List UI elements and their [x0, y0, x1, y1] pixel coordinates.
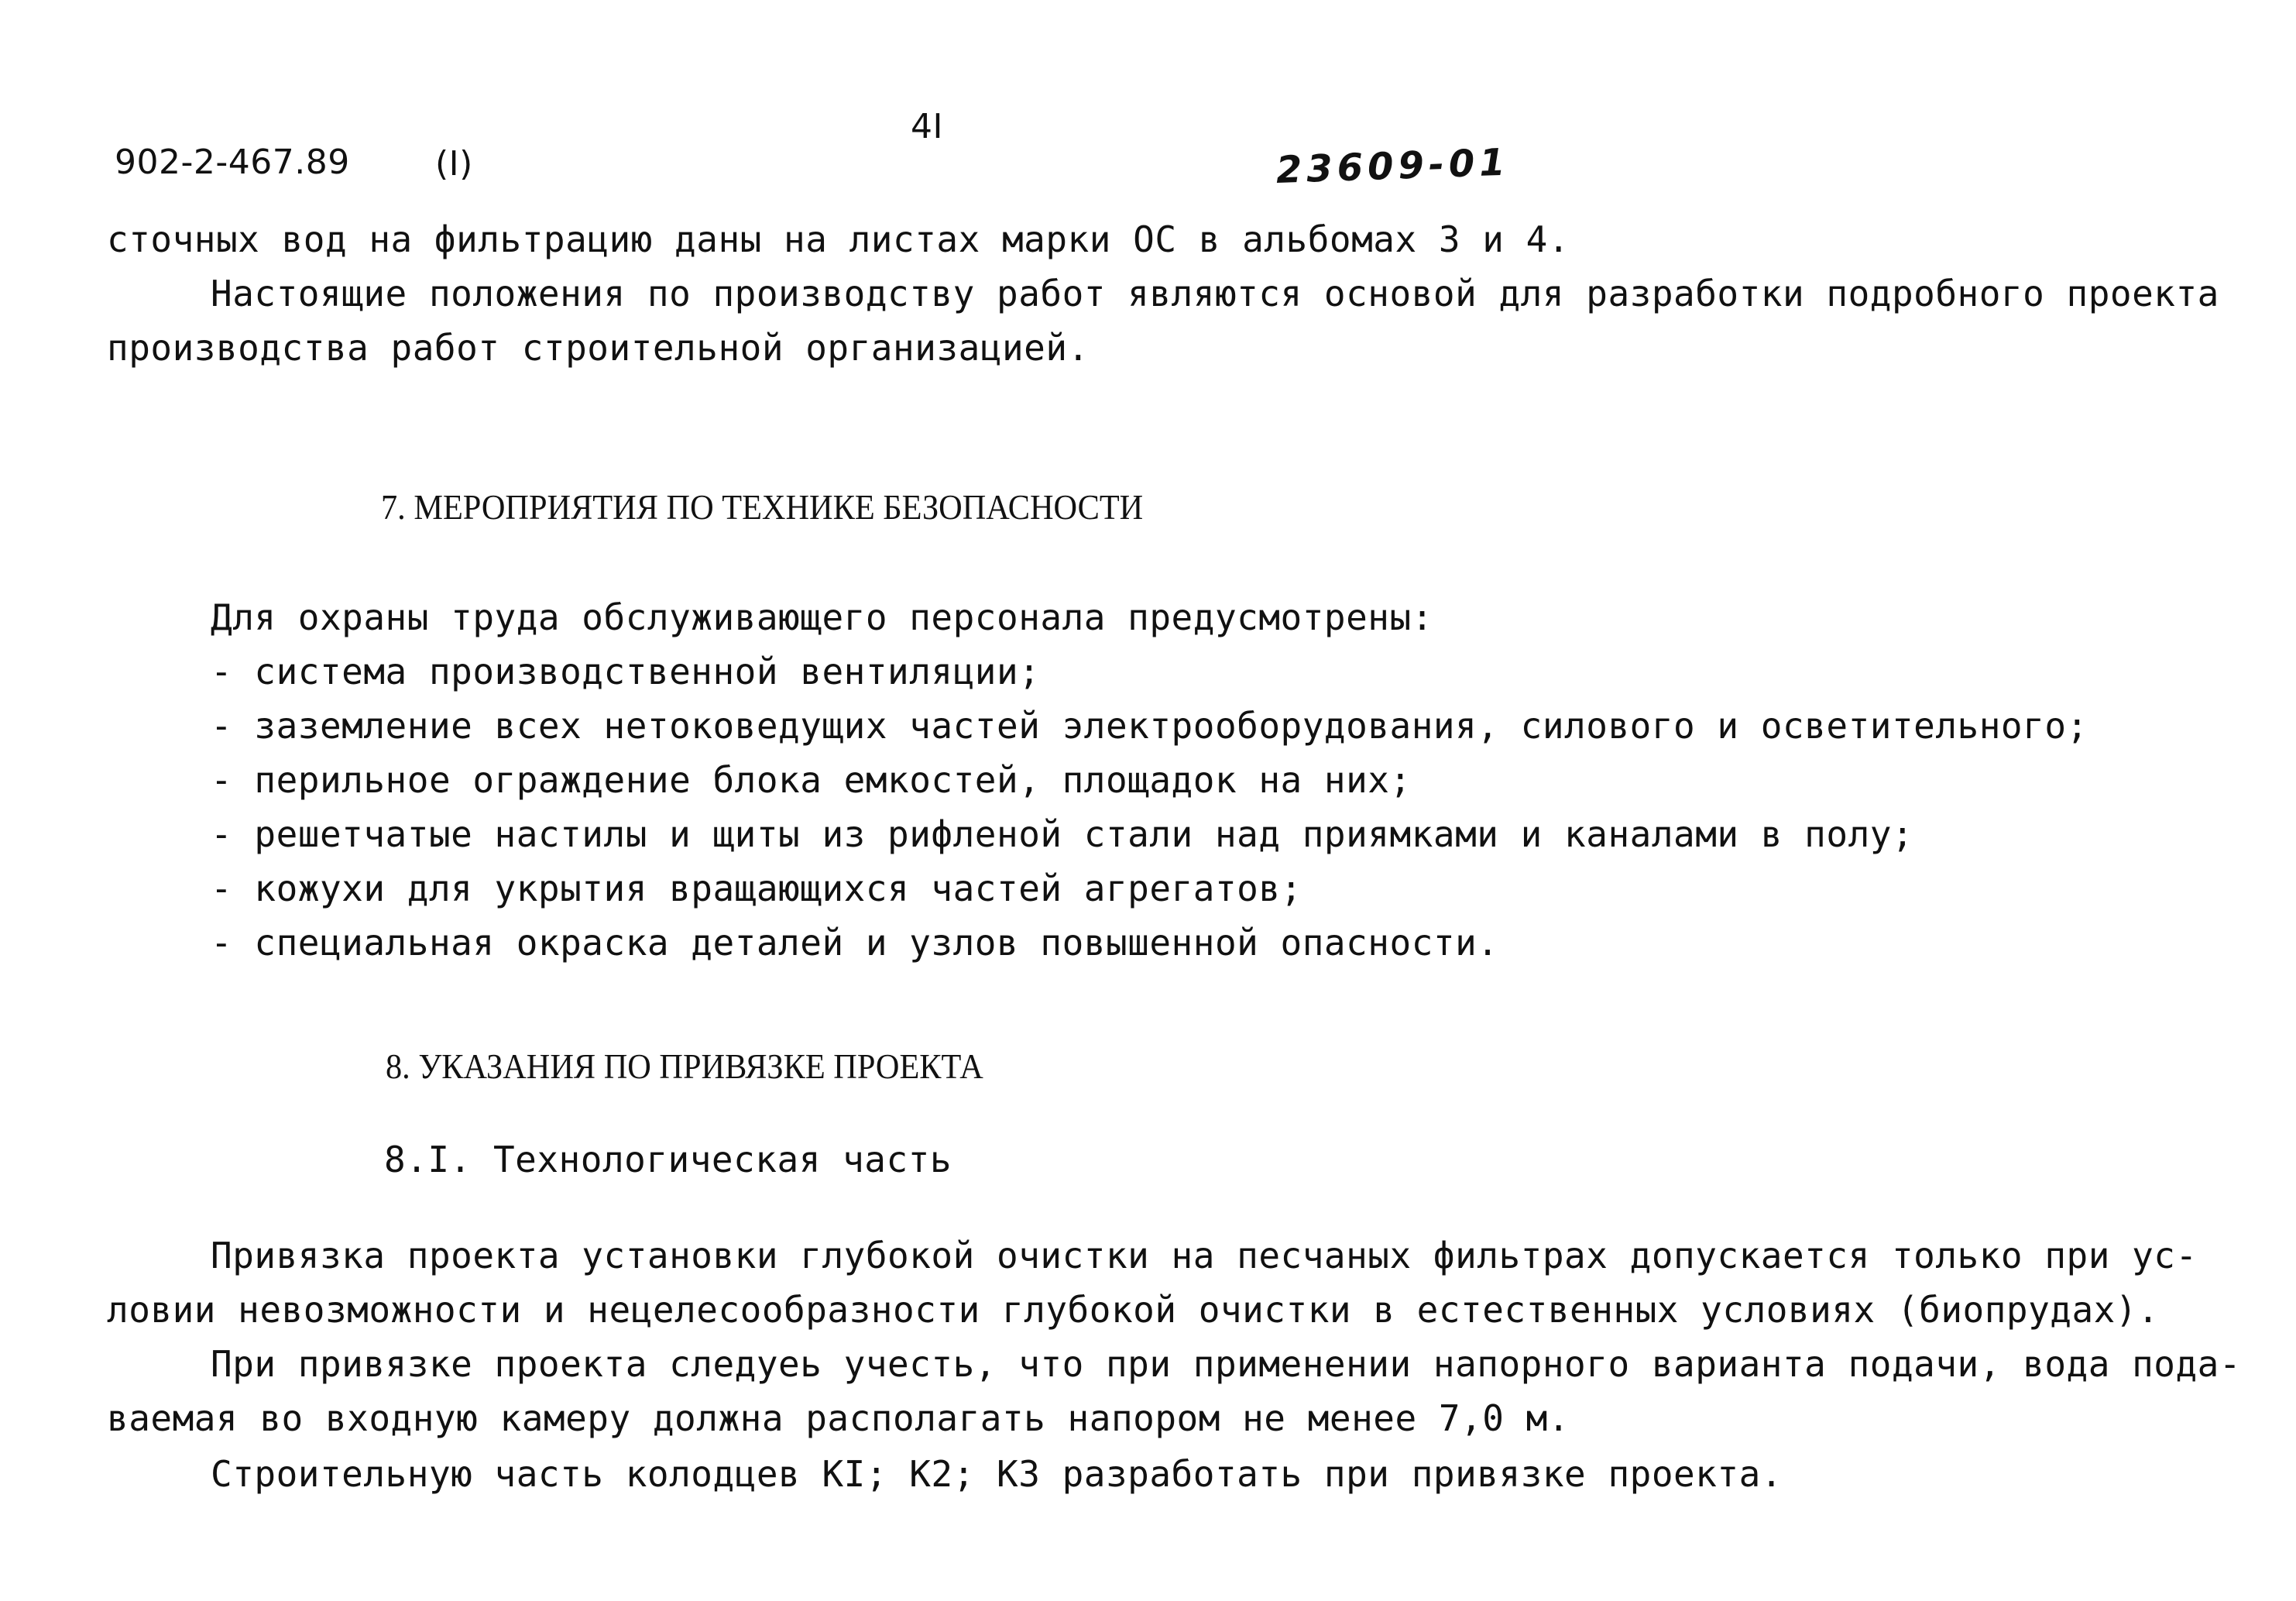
intro-line-3: производства работ строительной организацией. — [107, 327, 1090, 369]
intro-line-2: Настоящие положения по производству работ являются основой для разработки подробного проекта — [211, 273, 2219, 314]
safety-item: - специальная окраска деталей и узлов повышенной опасности. — [211, 922, 1499, 964]
inventory-number: 23609-01 — [1275, 140, 1511, 192]
paragraph-1-line-2: ловии невозможности и нецелесообразности глубокой очистки в естественных условиях (биопрудах). — [107, 1289, 2160, 1331]
document-code: 902-2-467.89 — [115, 143, 350, 182]
page-number: 4I — [911, 107, 943, 146]
document-part: (I) — [435, 144, 473, 184]
section-8-title: 8. УКАЗАНИЯ ПО ПРИВЯЗКЕ ПРОЕКТА — [386, 1046, 983, 1086]
section-7-lead: Для охраны труда обслуживающего персонала предусмотрены: — [211, 596, 1433, 638]
safety-item: - перильное ограждение блока емкостей, площадок на них; — [211, 759, 1412, 801]
safety-item: - система производственной вентиляции; — [211, 651, 1041, 692]
paragraph-1-line-1: Привязка проекта установки глубокой очистки на песчаных фильтрах допускается только при ус- — [211, 1235, 2198, 1276]
paragraph-2-line-2: ваемая во входную камеру должна располагать напором не менее 7,0 м. — [107, 1397, 1570, 1439]
safety-item: - кожухи для укрытия вращающихся частей агрегатов; — [211, 867, 1302, 909]
intro-line-1: сточных вод на фильтрацию даны на листах марки ОС в альбомах 3 и 4. — [107, 218, 1570, 260]
paragraph-3: Строительную часть колодцев КI; К2; К3 разработать при привязке проекта. — [211, 1453, 1783, 1495]
paragraph-2-line-1: При привязке проекта следуеь учесть, что при применении напорного варианта подачи, вода пода- — [211, 1343, 2242, 1385]
safety-item: - решетчатые настилы и щиты из рифленой стали над приямками и каналами в полу; — [211, 813, 1914, 855]
section-8-subtitle: 8.I. Технологическая часть — [384, 1139, 952, 1180]
section-7-title: 7. МЕРОПРИЯТИЯ ПО ТЕХНИКЕ БЕЗОПАСНОСТИ — [381, 487, 1144, 527]
safety-item: - заземление всех нетоковедущих частей электрооборудования, силового и осветительного; — [211, 705, 2088, 747]
